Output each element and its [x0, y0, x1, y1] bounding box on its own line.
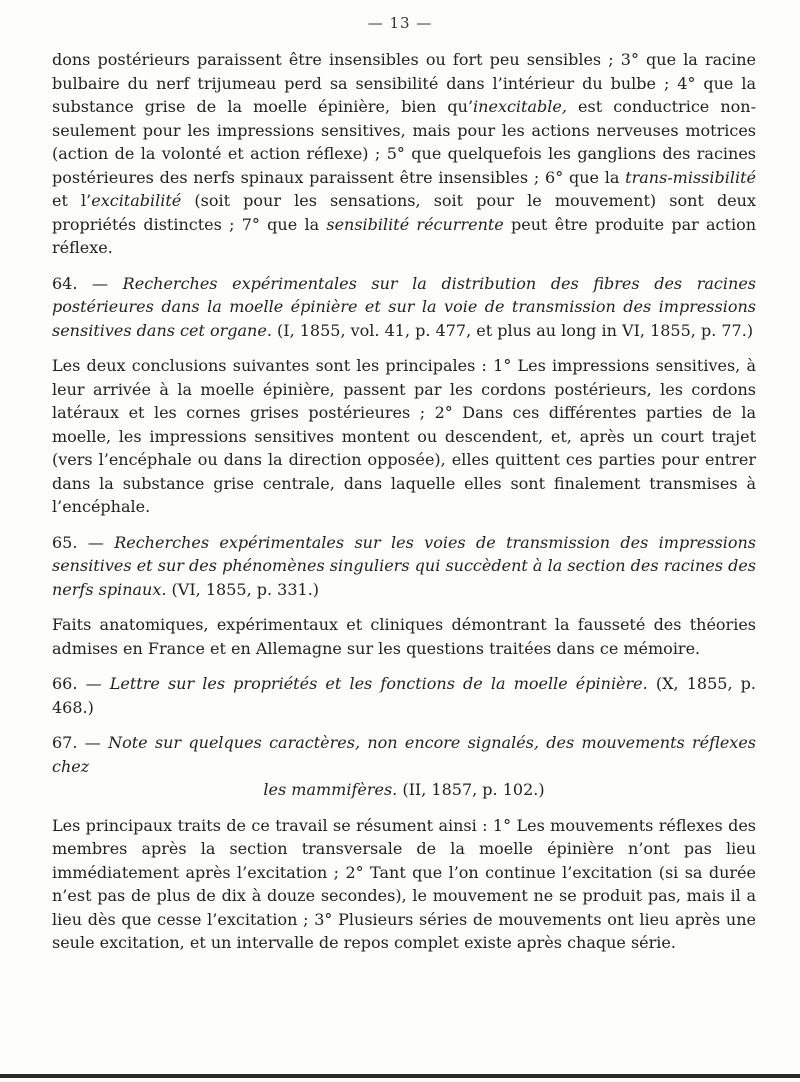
emphasis-excitabilite: excitabilité: [91, 191, 182, 210]
page-bottom-border: [0, 1074, 800, 1078]
text-run: et l’: [52, 191, 92, 210]
emphasis-inexcitable: inexcitable,: [473, 97, 567, 116]
text-run: dons postérieurs paraissent être insensibles ou fort peu sensibles ; 3° que la racine bulbaire du nerf trijumeau perd sa sensibilité dans l’intérieur du bulbe ; 4° que la substance grise de la moelle épinière, bien qu’: [52, 50, 756, 116]
reference-title: Recherches expérimentales sur les voies de transmission des impressions sensitives et sur des phénomènes singuliers qui succèdent à la section des racines des nerfs spinaux.: [52, 532, 756, 599]
reference-source: (X, 1855, p. 468.): [52, 674, 757, 717]
reference-67-title-continued: [52, 778, 756, 802]
page-body: [52, 48, 756, 967]
text-run: est conductrice non-seulement pour les impressions sensitives, mais pour les actions nerveuses motrices (action de la volonté et action réflexe) ; 5° que quelquefois les ganglions des racines postérieures des nerfs spinaux paraissent être insensibles ; 6° que la: [52, 97, 756, 187]
reference-64-summary: Les deux conclusions suivantes sont les principales : 1° Les impressions sensitives, à leur arrivée à la moelle épinière, passent par les cordons postérieurs, les cordons latéraux et les cornes grises postérieures ; 2° Dans ces différentes parties de la moelle, les impressions sensitives montent ou descendent, et, après un court trajet (vers l’encéphale ou dans la direction opposée), elles quittent ces parties pour entrer dans la substance grise centrale, dans laquelle elles sont finalement transmises à l’encéphale.: [52, 356, 756, 516]
reference-title: les mammifères.: [263, 780, 398, 799]
reference-number: 64. —: [52, 273, 123, 293]
reference-65-summary: Faits anatomiques, expérimentaux et cliniques démontrant la fausseté des théories admises en France et en Allemagne sur les questions traitées dans ce mémoire.: [52, 615, 756, 658]
text-run: peut être produite par action réflexe.: [52, 214, 757, 257]
emphasis-transmissibilite: trans-missibilité: [625, 167, 756, 187]
reference-title: Lettre sur les propriétés et les fonctions de la moelle épinière.: [109, 674, 648, 693]
reference-67: [52, 731, 756, 778]
reference-64: [52, 272, 756, 343]
reference-66: [52, 672, 756, 719]
reference-number: 65. —: [52, 532, 115, 552]
reference-65: [52, 531, 756, 602]
page-number: — 13 —: [367, 14, 433, 32]
reference-title: Note sur quelques caractères, non encore signalés, des mouvements réflexes chez: [52, 733, 756, 776]
reference-number: 67. —: [52, 733, 109, 752]
reference-title: Recherches expérimentales sur la distribution des fibres des racines postérieures dans la moelle épinière et sur la voie de transmission des impressions sensitives dans cet organe.: [52, 273, 756, 340]
reference-source: (II, 1857, p. 102.): [397, 780, 545, 799]
text-run: (soit pour les sensations, soit pour le mouvement) sont deux propriétés distinctes ; 7° que la: [52, 191, 756, 234]
paragraph-continuation: [52, 48, 756, 260]
reference-67-summary: Les principaux traits de ce travail se résument ainsi : 1° Les mouvements réflexes des membres après la section transversale de la moelle épinière n’ont pas lieu immédiatement après l’excitation ; 2° Tant que l’on continue l’excitation (si sa durée n’est pas de plus de dix à douze secondes), le mouvement ne se produit pas, mais il a lieu dès que cesse l’excitation ; 3° Plusieurs séries de mouvements ont lieu après une seule excitation, et un intervalle de repos complet existe après chaque série.: [52, 815, 756, 952]
emphasis-sensibilite-recurrente: sensibilité récurrente: [326, 214, 504, 234]
reference-number: 66. —: [52, 674, 110, 693]
reference-source: (VI, 1855, p. 331.): [166, 579, 320, 599]
reference-source: (I, 1855, vol. 41, p. 477, et plus au long in VI, 1855, p. 77.): [271, 320, 754, 340]
